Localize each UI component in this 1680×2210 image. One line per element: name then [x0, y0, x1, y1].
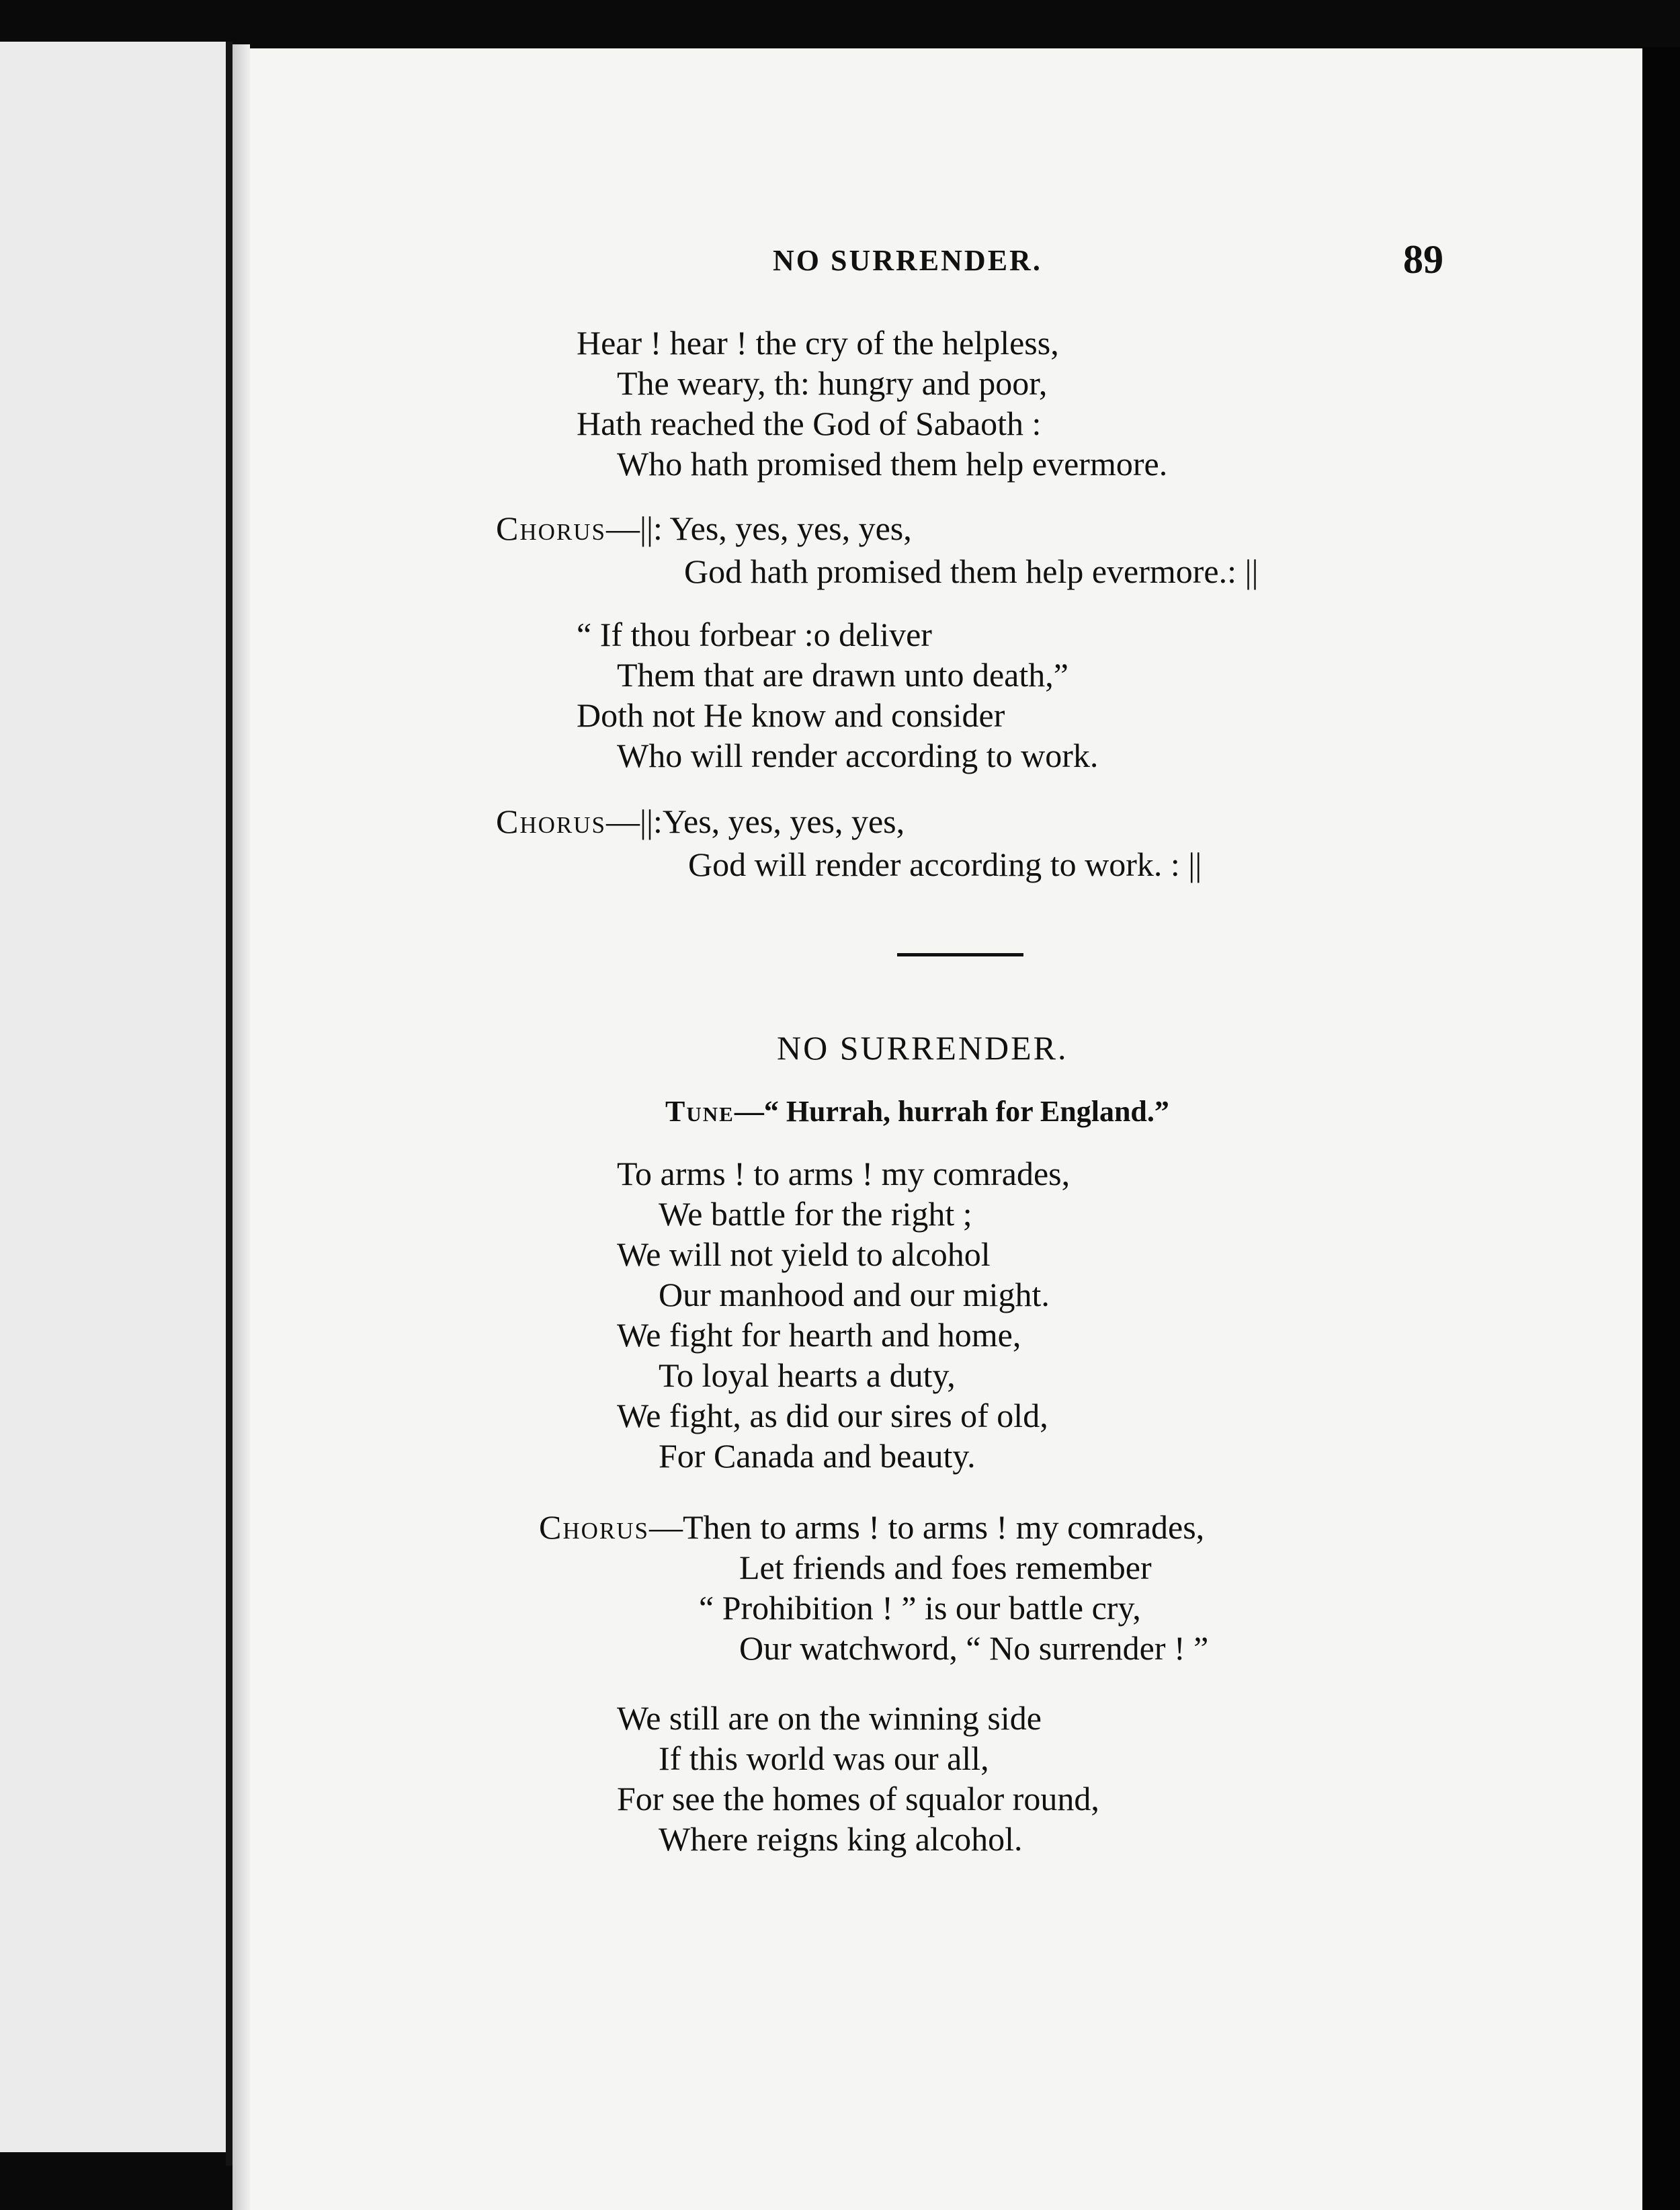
chorus-line — [496, 508, 912, 548]
chorus-line-text: —Then to arms ! to arms ! my comrades, — [649, 1508, 1205, 1546]
chorus-line: “ Prohibition ! ” is our battle cry, — [699, 1589, 1141, 1627]
verse-line: If this world was our all, — [659, 1740, 989, 1777]
verse-line: The weary, th: hungry and poor, — [617, 364, 1048, 402]
tune-line — [665, 1094, 1169, 1129]
verse-line: Hear ! hear ! the cry of the helpless, — [577, 324, 1059, 362]
verse-line: Doth not He know and consider — [577, 696, 1005, 734]
verse-line: Our manhood and our might. — [659, 1276, 1050, 1313]
verse-line: To loyal hearts a duty, — [659, 1356, 956, 1394]
verse-line: “ If thou forbear :o deliver — [577, 616, 932, 653]
chorus-line-text: —||: Yes, yes, yes, yes, — [606, 509, 912, 547]
running-title: NO SURRENDER. — [773, 244, 1042, 277]
section-divider — [897, 953, 1023, 956]
verse-line: Hath reached the God of Sabaoth : — [577, 405, 1042, 442]
left-page — [0, 42, 231, 2152]
chorus-line — [539, 1507, 1204, 1547]
tune-label: Tune — [665, 1095, 734, 1128]
verse-line: Who will render according to work. — [617, 737, 1099, 774]
left-page-edge — [226, 42, 233, 2166]
chorus-label: Chorus — [496, 509, 606, 547]
verse-line: We still are on the winning side — [617, 1699, 1042, 1737]
chorus-line: Our watchword, “ No surrender ! ” — [739, 1629, 1209, 1667]
chorus-line — [496, 801, 905, 842]
song-title: NO SURRENDER. — [777, 1029, 1068, 1067]
chorus-label: Chorus — [539, 1508, 649, 1546]
tune-text: —“ Hurrah, hurrah for England.” — [734, 1095, 1169, 1128]
chorus-line: God hath promised them help evermore.: || — [684, 552, 1259, 590]
verse-line: Where reigns king alcohol. — [659, 1820, 1023, 1858]
verse-line: We fight, as did our sires of old, — [617, 1397, 1048, 1434]
verse-line: We battle for the right ; — [659, 1195, 972, 1233]
chorus-line: Let friends and foes remember — [739, 1549, 1152, 1586]
chorus-line-text: —||:Yes, yes, yes, yes, — [606, 803, 905, 840]
verse-line: To arms ! to arms ! my comrades, — [617, 1155, 1070, 1192]
verse-line: We fight for hearth and home, — [617, 1316, 1021, 1354]
chorus-line: God will render according to work. : || — [688, 846, 1202, 883]
chorus-label: Chorus — [496, 803, 606, 840]
verse-line: Them that are drawn unto death,” — [617, 656, 1068, 694]
gutter-shadow — [233, 44, 250, 2210]
verse-line: Who hath promised them help evermore. — [617, 445, 1168, 483]
page-number: 89 — [1403, 237, 1443, 282]
verse-line: We will not yield to alcohol — [617, 1235, 991, 1273]
page-edge-shadow — [1642, 47, 1680, 2210]
verse-line: For Canada and beauty. — [659, 1437, 976, 1475]
verse-line: For see the homes of squalor round, — [617, 1780, 1099, 1817]
